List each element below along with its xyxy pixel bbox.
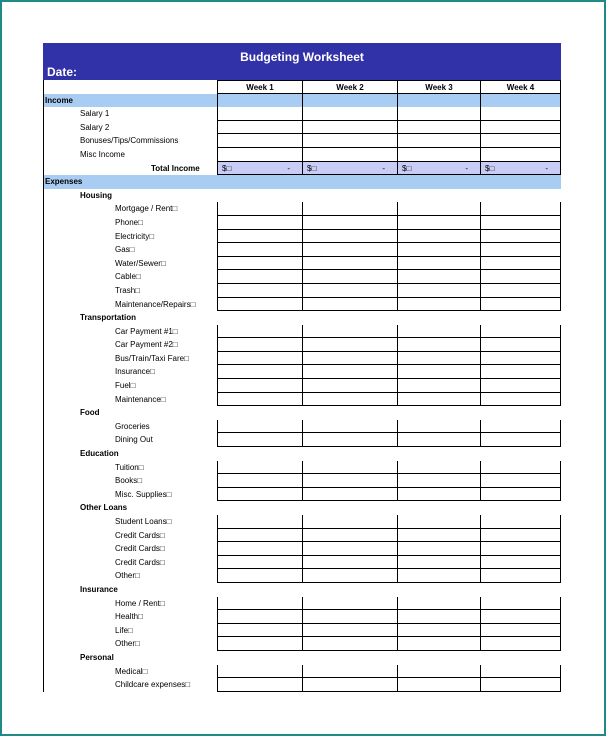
expense-group-label: Education bbox=[80, 449, 119, 459]
week-4-header: Week 4 bbox=[481, 80, 561, 94]
expense-5-3-week-2-cell[interactable] bbox=[303, 637, 398, 651]
expense-6-1-week-1-cell[interactable] bbox=[217, 678, 303, 692]
expense-item-label: Credit Cards□ bbox=[115, 557, 165, 567]
budget-worksheet bbox=[43, 43, 561, 692]
expense-item-label: Car Payment #2□ bbox=[115, 340, 178, 350]
expense-4-0-week-3-cell[interactable] bbox=[398, 515, 481, 529]
expense-3-0-week-1-cell[interactable] bbox=[217, 461, 303, 475]
expense-item-row bbox=[43, 298, 561, 312]
expense-item-row bbox=[43, 474, 561, 488]
expense-item-row bbox=[43, 624, 561, 638]
expense-4-0-week-4-cell[interactable] bbox=[481, 515, 561, 529]
date-label: Date: bbox=[47, 65, 78, 79]
expense-0-1-week-3-cell[interactable] bbox=[398, 216, 481, 230]
total-income-week-3 bbox=[398, 162, 481, 176]
expense-item-row bbox=[43, 665, 561, 679]
expense-1-5-week-3-cell[interactable] bbox=[398, 393, 481, 407]
income-item-row bbox=[43, 121, 561, 135]
expense-6-0-week-1-cell[interactable] bbox=[217, 665, 303, 679]
expense-6-0-week-3-cell[interactable] bbox=[398, 665, 481, 679]
expense-5-3-week-4-cell[interactable] bbox=[481, 637, 561, 651]
income-item-3-week-1-cell[interactable] bbox=[217, 148, 303, 162]
income-item-0-week-1-cell[interactable] bbox=[217, 107, 303, 121]
expense-item-row bbox=[43, 338, 561, 352]
total-currency: $□ bbox=[222, 163, 232, 173]
expense-3-0-week-2-cell[interactable] bbox=[303, 461, 398, 475]
expense-4-4-week-3-cell[interactable] bbox=[398, 569, 481, 583]
expense-3-0-week-4-cell[interactable] bbox=[481, 461, 561, 475]
expense-item-row bbox=[43, 393, 561, 407]
expense-1-5-week-4-cell[interactable] bbox=[481, 393, 561, 407]
expense-item-label: Bus/Train/Taxi Fare□ bbox=[115, 353, 189, 363]
expense-2-1-week-3-cell[interactable] bbox=[398, 433, 481, 447]
expense-6-1-week-4-cell[interactable] bbox=[481, 678, 561, 692]
expense-0-1-week-4-cell[interactable] bbox=[481, 216, 561, 230]
week-header-row bbox=[43, 80, 561, 94]
expense-group-label: Insurance bbox=[80, 584, 118, 594]
expense-1-0-week-2-cell[interactable] bbox=[303, 325, 398, 339]
income-item-1-week-4-cell[interactable] bbox=[481, 121, 561, 135]
expense-4-4-week-2-cell[interactable] bbox=[303, 569, 398, 583]
expense-item-label: Mortgage / Rent□ bbox=[115, 204, 178, 214]
expense-3-1-week-4-cell[interactable] bbox=[481, 474, 561, 488]
expense-group-label: Other Loans bbox=[80, 503, 128, 513]
expense-6-1-week-3-cell[interactable] bbox=[398, 678, 481, 692]
expense-item-row bbox=[43, 597, 561, 611]
expense-0-2-week-1-cell[interactable] bbox=[217, 230, 303, 244]
expense-0-0-week-2-cell[interactable] bbox=[303, 202, 398, 216]
expense-group-row bbox=[43, 583, 561, 597]
expense-0-2-week-2-cell[interactable] bbox=[303, 230, 398, 244]
expense-4-1-week-3-cell[interactable] bbox=[398, 529, 481, 543]
expense-item-label: Life□ bbox=[115, 625, 133, 635]
title-bar bbox=[43, 43, 561, 80]
expense-2-1-week-2-cell[interactable] bbox=[303, 433, 398, 447]
expense-1-5-week-1-cell[interactable] bbox=[217, 393, 303, 407]
total-currency: $□ bbox=[307, 163, 317, 173]
expense-0-6-week-1-cell[interactable] bbox=[217, 284, 303, 298]
expense-item-row bbox=[43, 569, 561, 583]
income-item-2-week-3-cell[interactable] bbox=[398, 134, 481, 148]
week-1-header: Week 1 bbox=[217, 80, 303, 94]
income-item-2-week-1-cell[interactable] bbox=[217, 134, 303, 148]
income-section-label: Income bbox=[45, 95, 74, 105]
expense-1-1-week-2-cell[interactable] bbox=[303, 338, 398, 352]
expense-3-1-week-1-cell[interactable] bbox=[217, 474, 303, 488]
expense-1-3-week-2-cell[interactable] bbox=[303, 365, 398, 379]
expense-5-2-week-3-cell[interactable] bbox=[398, 624, 481, 638]
expense-5-1-week-4-cell[interactable] bbox=[481, 610, 561, 624]
worksheet-title: Budgeting Worksheet bbox=[240, 50, 364, 64]
expense-3-1-week-3-cell[interactable] bbox=[398, 474, 481, 488]
expense-item-label: Water/Sewer□ bbox=[115, 258, 166, 268]
expense-4-2-week-4-cell[interactable] bbox=[481, 542, 561, 556]
expense-5-0-week-1-cell[interactable] bbox=[217, 597, 303, 611]
expense-2-0-week-3-cell[interactable] bbox=[398, 420, 481, 434]
expense-0-6-week-4-cell[interactable] bbox=[481, 284, 561, 298]
expense-4-1-week-2-cell[interactable] bbox=[303, 529, 398, 543]
expense-0-5-week-1-cell[interactable] bbox=[217, 270, 303, 284]
total-value: - bbox=[465, 163, 468, 173]
expense-2-1-week-1-cell[interactable] bbox=[217, 433, 303, 447]
expense-0-3-week-1-cell[interactable] bbox=[217, 243, 303, 257]
expense-5-0-week-4-cell[interactable] bbox=[481, 597, 561, 611]
expense-1-1-week-4-cell[interactable] bbox=[481, 338, 561, 352]
expense-0-2-week-4-cell[interactable] bbox=[481, 230, 561, 244]
expense-item-label: Maintenance/Repairs□ bbox=[115, 299, 196, 309]
expense-1-2-week-3-cell[interactable] bbox=[398, 352, 481, 366]
expense-5-0-week-2-cell[interactable] bbox=[303, 597, 398, 611]
expense-1-2-week-1-cell[interactable] bbox=[217, 352, 303, 366]
income-item-0-week-2-cell[interactable] bbox=[303, 107, 398, 121]
expense-item-row bbox=[43, 365, 561, 379]
expense-0-4-week-3-cell[interactable] bbox=[398, 257, 481, 271]
expense-1-4-week-1-cell[interactable] bbox=[217, 379, 303, 393]
income-section-row bbox=[43, 94, 561, 108]
income-item-2-week-4-cell[interactable] bbox=[481, 134, 561, 148]
expense-4-2-week-1-cell[interactable] bbox=[217, 542, 303, 556]
income-item-label: Salary 1 bbox=[80, 109, 110, 119]
expense-5-2-week-2-cell[interactable] bbox=[303, 624, 398, 638]
week-3-header: Week 3 bbox=[398, 80, 481, 94]
expense-item-label: Home / Rent□ bbox=[115, 598, 165, 608]
expense-item-label: Health□ bbox=[115, 612, 143, 622]
total-value: - bbox=[382, 163, 385, 173]
expense-group-label: Housing bbox=[80, 190, 112, 200]
expense-0-2-week-3-cell[interactable] bbox=[398, 230, 481, 244]
expense-0-0-week-4-cell[interactable] bbox=[481, 202, 561, 216]
expense-item-row bbox=[43, 529, 561, 543]
expense-4-4-week-4-cell[interactable] bbox=[481, 569, 561, 583]
expense-item-row bbox=[43, 556, 561, 570]
income-item-label: Misc Income bbox=[80, 149, 125, 159]
expense-1-4-week-2-cell[interactable] bbox=[303, 379, 398, 393]
expense-1-2-week-2-cell[interactable] bbox=[303, 352, 398, 366]
expense-group-row bbox=[43, 406, 561, 420]
expense-item-label: Groceries bbox=[115, 421, 150, 431]
expense-item-label: Childcare expenses□ bbox=[115, 680, 191, 690]
expense-group-label: Food bbox=[80, 408, 100, 418]
expense-2-0-week-4-cell[interactable] bbox=[481, 420, 561, 434]
expense-1-4-week-4-cell[interactable] bbox=[481, 379, 561, 393]
expense-3-2-week-2-cell[interactable] bbox=[303, 488, 398, 502]
income-item-row bbox=[43, 107, 561, 121]
expense-item-row bbox=[43, 216, 561, 230]
expense-1-3-week-3-cell[interactable] bbox=[398, 365, 481, 379]
expense-1-4-week-3-cell[interactable] bbox=[398, 379, 481, 393]
expense-4-4-week-1-cell[interactable] bbox=[217, 569, 303, 583]
expense-1-0-week-1-cell[interactable] bbox=[217, 325, 303, 339]
total-currency: $□ bbox=[485, 163, 495, 173]
expense-4-0-week-1-cell[interactable] bbox=[217, 515, 303, 529]
expense-item-label: Books□ bbox=[115, 476, 143, 486]
expense-1-5-week-2-cell[interactable] bbox=[303, 393, 398, 407]
total-income-row bbox=[43, 162, 561, 176]
expense-0-6-week-2-cell[interactable] bbox=[303, 284, 398, 298]
expense-4-3-week-1-cell[interactable] bbox=[217, 556, 303, 570]
expense-5-1-week-3-cell[interactable] bbox=[398, 610, 481, 624]
expense-0-3-week-2-cell[interactable] bbox=[303, 243, 398, 257]
expense-group-label: Personal bbox=[80, 652, 114, 662]
income-item-3-week-3-cell[interactable] bbox=[398, 148, 481, 162]
expense-1-0-week-4-cell[interactable] bbox=[481, 325, 561, 339]
total-currency: $□ bbox=[402, 163, 412, 173]
expense-item-row bbox=[43, 352, 561, 366]
expense-5-3-week-3-cell[interactable] bbox=[398, 637, 481, 651]
expense-item-label: Electricity□ bbox=[115, 231, 155, 241]
expense-group-label: Transportation bbox=[80, 313, 137, 323]
expense-item-label: Gas□ bbox=[115, 245, 135, 255]
expense-2-0-week-1-cell[interactable] bbox=[217, 420, 303, 434]
income-item-3-week-4-cell[interactable] bbox=[481, 148, 561, 162]
expense-4-1-week-4-cell[interactable] bbox=[481, 529, 561, 543]
expense-4-3-week-4-cell[interactable] bbox=[481, 556, 561, 570]
expense-0-3-week-4-cell[interactable] bbox=[481, 243, 561, 257]
expenses-section-label: Expenses bbox=[45, 177, 83, 187]
expenses-section-row bbox=[43, 175, 561, 189]
expense-item-label: Maintenance□ bbox=[115, 394, 166, 404]
income-item-row bbox=[43, 134, 561, 148]
expense-4-1-week-1-cell[interactable] bbox=[217, 529, 303, 543]
expense-4-0-week-2-cell[interactable] bbox=[303, 515, 398, 529]
expense-item-label: Misc. Supplies□ bbox=[115, 489, 172, 499]
expense-1-1-week-3-cell[interactable] bbox=[398, 338, 481, 352]
expense-0-0-week-3-cell[interactable] bbox=[398, 202, 481, 216]
expense-3-1-week-2-cell[interactable] bbox=[303, 474, 398, 488]
week-2-header: Week 2 bbox=[303, 80, 398, 94]
total-income-week-1 bbox=[217, 162, 303, 176]
expense-0-4-week-4-cell[interactable] bbox=[481, 257, 561, 271]
expense-item-row bbox=[43, 515, 561, 529]
expense-item-label: Trash□ bbox=[115, 285, 140, 295]
expense-item-label: Dining Out bbox=[115, 435, 153, 445]
expense-6-0-week-4-cell[interactable] bbox=[481, 665, 561, 679]
income-item-1-week-3-cell[interactable] bbox=[398, 121, 481, 135]
expense-5-2-week-1-cell[interactable] bbox=[217, 624, 303, 638]
expense-group-row bbox=[43, 651, 561, 665]
expense-item-label: Car Payment #1□ bbox=[115, 326, 178, 336]
expense-2-0-week-2-cell[interactable] bbox=[303, 420, 398, 434]
expense-item-label: Other□ bbox=[115, 571, 140, 581]
expense-item-row bbox=[43, 257, 561, 271]
income-item-label: Salary 2 bbox=[80, 122, 110, 132]
expense-0-4-week-2-cell[interactable] bbox=[303, 257, 398, 271]
expense-5-1-week-2-cell[interactable] bbox=[303, 610, 398, 624]
expense-0-1-week-2-cell[interactable] bbox=[303, 216, 398, 230]
expense-item-label: Cable□ bbox=[115, 272, 141, 282]
expense-5-2-week-4-cell[interactable] bbox=[481, 624, 561, 638]
expense-0-6-week-3-cell[interactable] bbox=[398, 284, 481, 298]
expense-1-2-week-4-cell[interactable] bbox=[481, 352, 561, 366]
expense-item-row bbox=[43, 488, 561, 502]
expense-0-4-week-1-cell[interactable] bbox=[217, 257, 303, 271]
expense-5-0-week-3-cell[interactable] bbox=[398, 597, 481, 611]
total-income-week-4 bbox=[481, 162, 561, 176]
expense-item-label: Fuel□ bbox=[115, 381, 136, 391]
expense-item-row bbox=[43, 610, 561, 624]
expense-group-row bbox=[43, 311, 561, 325]
total-value: - bbox=[545, 163, 548, 173]
expense-item-label: Other□ bbox=[115, 639, 140, 649]
expense-item-label: Credit Cards□ bbox=[115, 544, 165, 554]
expense-item-label: Insurance□ bbox=[115, 367, 155, 377]
expense-item-row bbox=[43, 433, 561, 447]
expense-4-3-week-3-cell[interactable] bbox=[398, 556, 481, 570]
expense-0-0-week-1-cell[interactable] bbox=[217, 202, 303, 216]
total-value: - bbox=[287, 163, 290, 173]
expense-item-row bbox=[43, 325, 561, 339]
expense-0-5-week-3-cell[interactable] bbox=[398, 270, 481, 284]
expense-0-7-week-4-cell[interactable] bbox=[481, 298, 561, 312]
expense-4-2-week-2-cell[interactable] bbox=[303, 542, 398, 556]
income-item-3-week-2-cell[interactable] bbox=[303, 148, 398, 162]
expense-item-row bbox=[43, 542, 561, 556]
income-item-0-week-3-cell[interactable] bbox=[398, 107, 481, 121]
expense-3-2-week-4-cell[interactable] bbox=[481, 488, 561, 502]
expense-1-1-week-1-cell[interactable] bbox=[217, 338, 303, 352]
expense-item-row bbox=[43, 420, 561, 434]
expense-0-5-week-2-cell[interactable] bbox=[303, 270, 398, 284]
expense-item-row bbox=[43, 461, 561, 475]
expense-3-2-week-1-cell[interactable] bbox=[217, 488, 303, 502]
expense-1-0-week-3-cell[interactable] bbox=[398, 325, 481, 339]
expense-5-3-week-1-cell[interactable] bbox=[217, 637, 303, 651]
expense-item-label: Student Loans□ bbox=[115, 517, 172, 526]
expense-5-1-week-1-cell[interactable] bbox=[217, 610, 303, 624]
expense-0-1-week-1-cell[interactable] bbox=[217, 216, 303, 230]
expense-item-row bbox=[43, 379, 561, 393]
expense-2-1-week-4-cell[interactable] bbox=[481, 433, 561, 447]
expense-1-3-week-1-cell[interactable] bbox=[217, 365, 303, 379]
expense-6-1-week-2-cell[interactable] bbox=[303, 678, 398, 692]
expense-item-row bbox=[43, 637, 561, 651]
expense-3-2-week-3-cell[interactable] bbox=[398, 488, 481, 502]
expense-group-row bbox=[43, 501, 561, 515]
expense-item-row bbox=[43, 202, 561, 216]
income-item-2-week-2-cell[interactable] bbox=[303, 134, 398, 148]
expense-0-7-week-3-cell[interactable] bbox=[398, 298, 481, 312]
income-item-1-week-1-cell[interactable] bbox=[217, 121, 303, 135]
expense-item-row bbox=[43, 243, 561, 257]
expense-3-0-week-3-cell[interactable] bbox=[398, 461, 481, 475]
expense-item-label: Credit Cards□ bbox=[115, 530, 165, 540]
expense-6-0-week-2-cell[interactable] bbox=[303, 665, 398, 679]
expense-1-3-week-4-cell[interactable] bbox=[481, 365, 561, 379]
expense-group-row bbox=[43, 189, 561, 203]
expense-4-3-week-2-cell[interactable] bbox=[303, 556, 398, 570]
expense-item-row bbox=[43, 678, 561, 692]
expense-item-label: Tuition□ bbox=[115, 462, 144, 472]
expense-0-7-week-2-cell[interactable] bbox=[303, 298, 398, 312]
expense-group-row bbox=[43, 447, 561, 461]
expense-0-7-week-1-cell[interactable] bbox=[217, 298, 303, 312]
total-income-label: Total Income bbox=[151, 163, 200, 173]
expense-4-2-week-3-cell[interactable] bbox=[398, 542, 481, 556]
expense-item-label: Medical□ bbox=[115, 666, 148, 676]
expense-item-row bbox=[43, 284, 561, 298]
income-item-row bbox=[43, 148, 561, 162]
expense-item-row bbox=[43, 270, 561, 284]
expense-0-3-week-3-cell[interactable] bbox=[398, 243, 481, 257]
expense-item-row bbox=[43, 230, 561, 244]
income-item-label: Bonuses/Tips/Commissions bbox=[80, 136, 179, 146]
total-income-week-2 bbox=[303, 162, 398, 176]
income-item-1-week-2-cell[interactable] bbox=[303, 121, 398, 135]
expense-0-5-week-4-cell[interactable] bbox=[481, 270, 561, 284]
left-border bbox=[43, 80, 44, 692]
expense-item-label: Phone□ bbox=[115, 217, 143, 227]
income-item-0-week-4-cell[interactable] bbox=[481, 107, 561, 121]
